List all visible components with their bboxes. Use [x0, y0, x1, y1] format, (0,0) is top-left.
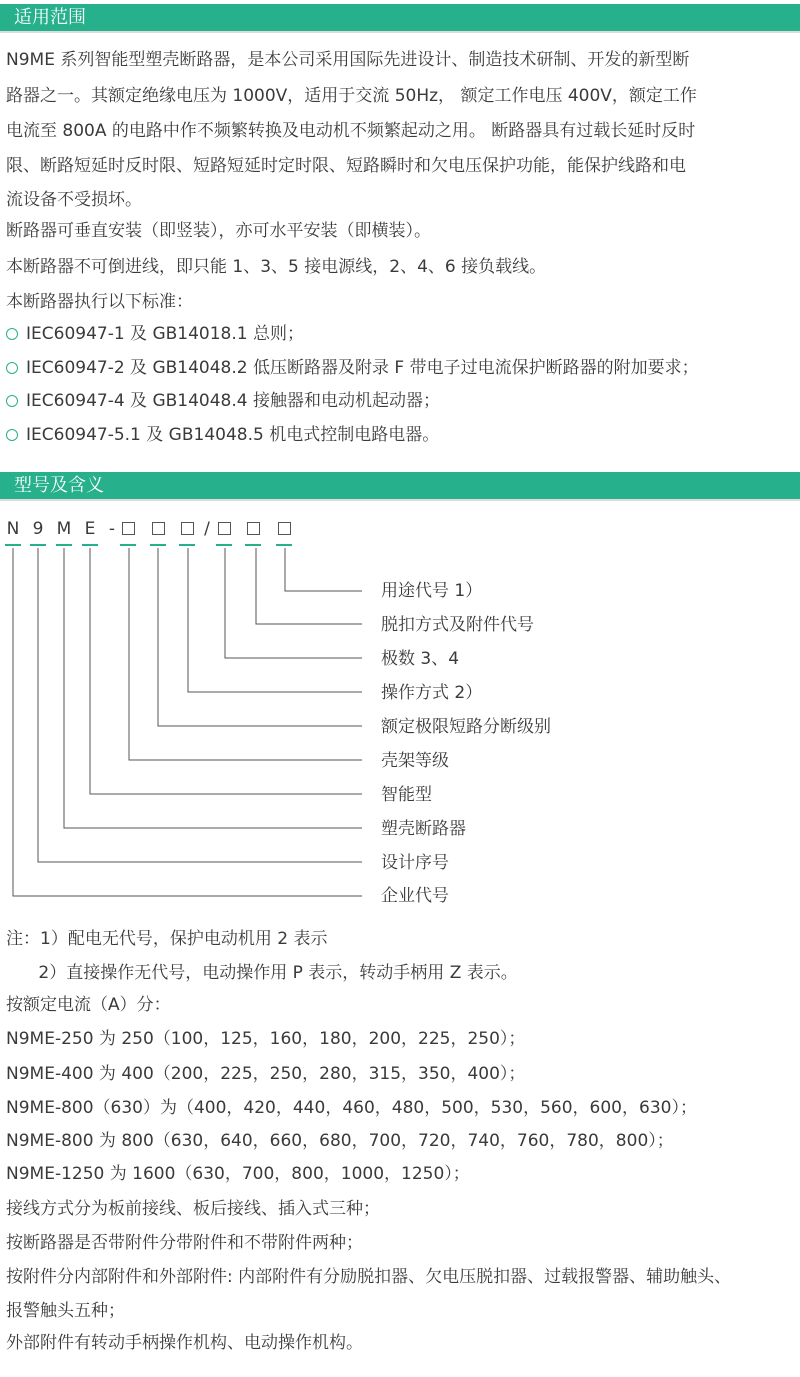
- connector-line: [225, 548, 362, 658]
- code-char: N: [6, 519, 20, 539]
- note-line: N9ME-800（630）为（400，420，440，460，480，500，530，560，600，630）；: [6, 1098, 697, 1118]
- note-line: N9ME-800 为 800（630，640，660，680，700，720，740，760，780，800）；: [6, 1131, 674, 1151]
- code-label: 额定极限短路分断级别: [381, 717, 551, 737]
- intro-line: 本断路器不可倒进线，即只能 1、3、5 接电源线，2、4、6 接负载线。: [6, 257, 547, 277]
- code-char: /: [204, 519, 210, 539]
- code-label: 脱扣方式及附件代号: [381, 615, 534, 635]
- intro-line: 断路器可垂直安装（即竖装），亦可水平安装（即横装）。: [6, 221, 431, 241]
- note-line: 注：1）配电无代号，保护电动机用 2 表示: [6, 929, 328, 949]
- intro-line: 限、断路短延时反时限、短路短延时定时限、短路瞬时和欠电压保护功能，能保护线路和电: [6, 156, 686, 176]
- section-title: 型号及含义: [14, 475, 104, 496]
- code-label: 塑壳断路器: [381, 819, 466, 839]
- intro-line: 电流至 800A 的电路中作不频繁转换及电动机不频繁起动之用。 断路器具有过载长延时反时: [6, 121, 696, 141]
- note-line: 按额定电流（A）分：: [6, 995, 171, 1015]
- intro-line: N9ME 系列智能型塑壳断路器，是本公司采用国际先进设计、制造技术研制、开发的新型断: [6, 50, 690, 70]
- intro-line: 本断路器执行以下标准：: [6, 292, 193, 312]
- code-label: 壳架等级: [381, 751, 449, 771]
- code-char: -: [108, 519, 116, 539]
- standard-text: IEC60947-4 及 GB14048.4 接触器和电动机起动器；: [26, 391, 441, 411]
- note-line: 外部附件有转动手柄操作机构、电动操作机构。: [6, 1333, 363, 1353]
- section-title: 适用范围: [14, 7, 86, 28]
- connector-line: [188, 548, 362, 692]
- code-char: M: [56, 519, 72, 539]
- code-label: 智能型: [381, 785, 432, 805]
- code-label: 设计序号: [381, 853, 449, 873]
- standard-text: IEC60947-1 及 GB14018.1 总则；: [26, 324, 305, 344]
- note-line: N9ME-400 为 400（200，225，250，280，315，350，400）；: [6, 1064, 526, 1084]
- intro-line: 路器之一。其额定绝缘电压为 1000V，适用于交流 50Hz， 额定工作电压 400V，额定工作: [6, 86, 697, 106]
- standard-text: IEC60947-2 及 GB14048.2 低压断路器及附录 F 带电子过电流保护断路器的附加要求；: [26, 358, 699, 378]
- note-line: 2）直接操作无代号，电动操作用 P 表示，转动手柄用 Z 表示。: [6, 963, 518, 983]
- connector-line: [64, 548, 362, 828]
- standard-text: IEC60947-5.1 及 GB14048.5 机电式控制电路电器。: [26, 425, 440, 445]
- note-line: 接线方式分为板前接线、板后接线、插入式三种；: [6, 1199, 380, 1219]
- note-line: N9ME-250 为 250（100，125，160，180，200，225，250）；: [6, 1029, 526, 1049]
- code-char: E: [84, 519, 96, 539]
- note-line: N9ME-1250 为 1600（630，700，800，1000，1250）；: [6, 1164, 470, 1184]
- code-label: 操作方式 2）: [381, 683, 483, 703]
- note-line: 按附件分内部附件和外部附件: 内部附件有分励脱扣器、欠电压脱扣器、过载报警器、辅助触头、: [6, 1267, 732, 1287]
- intro-line: 流设备不受损坏。: [6, 190, 142, 210]
- note-line: 报警触头五种；: [6, 1301, 125, 1321]
- code-char: 9: [32, 519, 44, 539]
- note-line: 按断路器是否带附件分带附件和不带附件两种；: [6, 1233, 363, 1253]
- connector-line: [285, 548, 362, 591]
- connector-line: [129, 548, 362, 760]
- connector-line: [256, 548, 362, 624]
- connector-line: [158, 548, 362, 726]
- connector-line: [38, 548, 362, 862]
- connector-line: [90, 548, 362, 794]
- code-label: 用途代号 1）: [381, 581, 483, 601]
- code-label: 企业代号: [381, 886, 449, 906]
- code-label: 极数 3、4: [381, 649, 460, 669]
